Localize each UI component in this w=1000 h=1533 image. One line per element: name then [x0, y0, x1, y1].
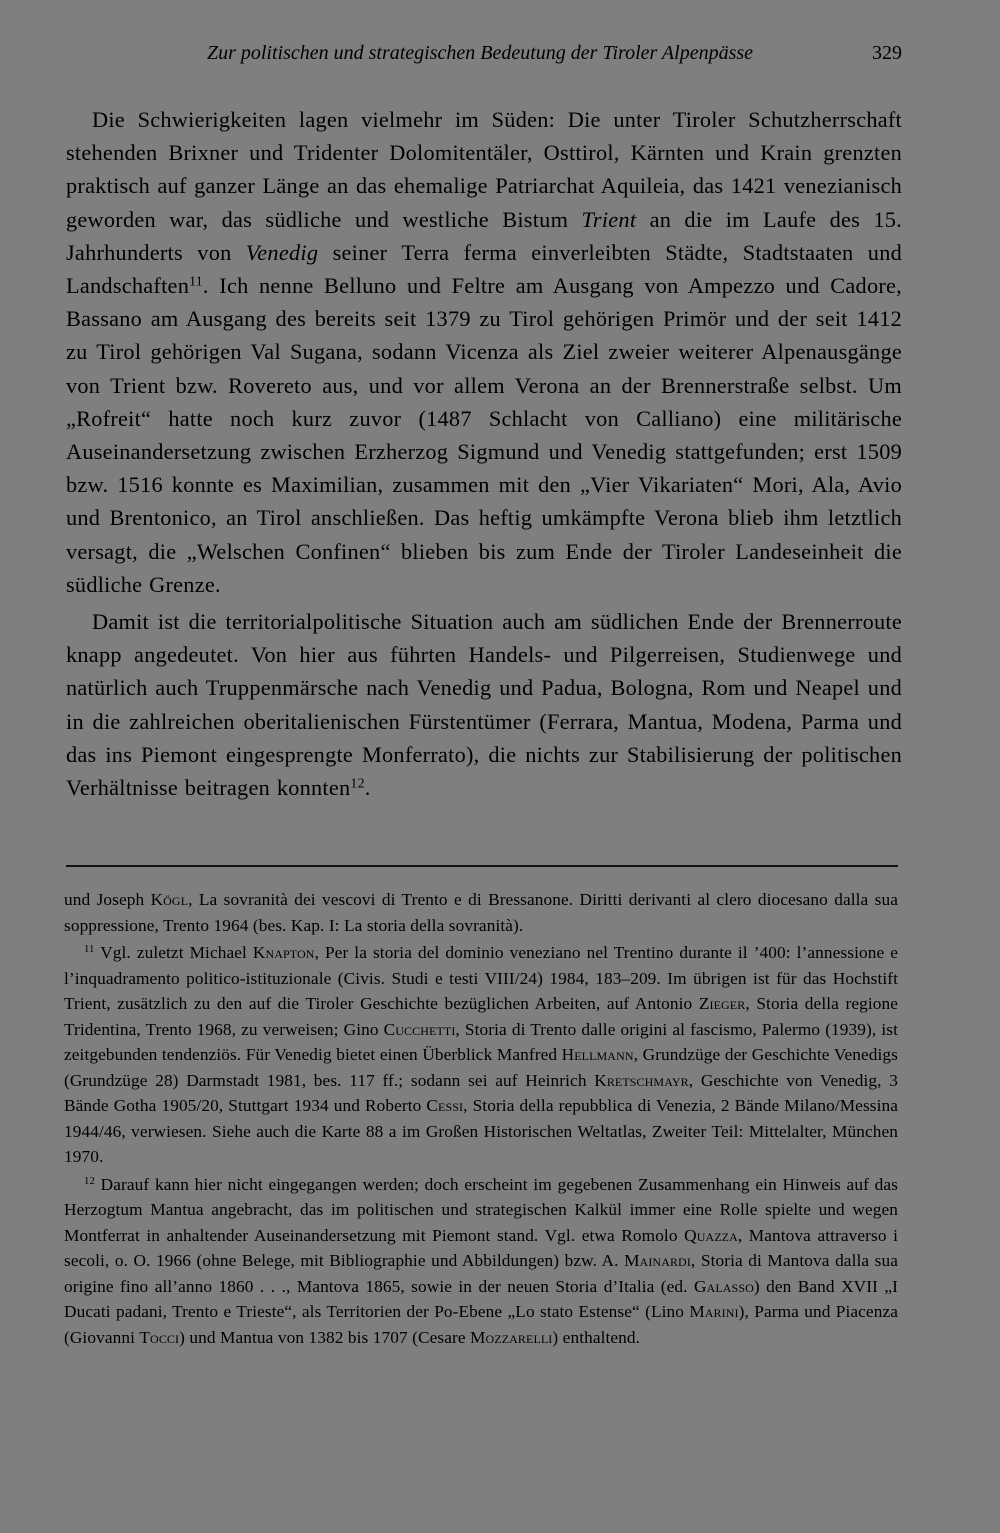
running-head-title: Zur politischen und strategischen Bedeutung der Tiroler Alpenpässe [206, 42, 754, 64]
author-name: Quazza [684, 1225, 738, 1245]
footnote-11-text-c: , Storia della regione Tridentina, Trento 1968, zu verweisen; Gino [64, 994, 898, 1039]
paragraph-1-text-e: seiner Terra ferma einverleibten Städte, Stadtstaaten und Landschaften [66, 239, 903, 299]
footnote-12-text-g: ) enthaltend. [552, 1327, 641, 1347]
page-number: 329 [872, 42, 902, 64]
footnote-continuation [64, 887, 898, 938]
footnote-12-text-a: Darauf kann hier nicht eingegangen werden; doch erscheint im gegebenen Zusammenhang ein Hinweis auf das Herzogtum Mantua angebracht, das im politischen und strategischen Kalkül immer eine Rolle spielte und wegen Montferrat in anhaltender Auseinandersetzung mit Piemont stand. Vgl. etwa Romolo [64, 1174, 898, 1245]
author-name: Zieger [698, 994, 746, 1013]
paragraph-1-italic-trient: Trient [581, 206, 637, 232]
footnote-12-text-b: , Mantova attraverso i secoli, o. O. 1966 (ohne Belege, mit Bibliographie und Abbildungen) bzw. A. [64, 1225, 899, 1270]
footnote-12-text-f: ) und Mantua von 1382 bis 1707 (Cesare [179, 1327, 471, 1347]
footnote-11-text-f: , Geschichte von Venedig, 3 Bände Gotha 1905/20, Stuttgart 1934 und Roberto [64, 1070, 898, 1115]
author-name: Kretschmayr [594, 1070, 689, 1090]
footnote-11-text-d: , Storia di Trento dalle origini al fascismo, Palermo (1939), ist zeitgebunden tendenziös. Für Venedig bietet einen Überblick Manfred [64, 1019, 898, 1064]
author-name: Marini [689, 1302, 739, 1321]
footnote-11-text-a: Vgl. zuletzt Michael [94, 943, 253, 962]
author-name: Hellmann [561, 1045, 634, 1064]
footnote-12-text-e: ), Parma und Piacenza (Giovanni [64, 1302, 898, 1347]
footnote-12-number: 12 [84, 1174, 95, 1187]
footnotes [64, 887, 898, 1350]
paragraph-1-text-a: Die Schwierigkeiten lagen vielmehr im Süden: Die unter Tiroler Schutzherrschaft stehenden Brixner und Tridenter Dolomitentäler, Osttirol, Kärnten und Krain grenzten praktisch auf ganzer Länge an das ehemalige Patriarchat Aquileia, das 1421 venezianisch geworden war, das südliche und westliche Bistum [66, 107, 902, 232]
footnote-11-text-g: , Storia della repubblica di Venezia, 2 Bände Milano/Messina 1944/46, verwiesen. Siehe auch die Karte 88 a im Großen Historischen Weltatlas, Zweiter Teil: Mittelalter, München 1970. [64, 1096, 899, 1166]
author-name: Kögl [150, 890, 189, 909]
author-name: Tocci [139, 1327, 180, 1347]
footnote-ref-11: 11 [189, 273, 203, 289]
footnote-divider [66, 865, 898, 867]
author-name: Cessi [426, 1096, 464, 1115]
footnote-cont-text-a: und Joseph [64, 890, 151, 909]
footnote-12-text-d: ) den Band XVII „I Ducati padani, Trento e Trieste“, als Territorien der Po-Ebene „Lo stato Estense“ (Lino [64, 1276, 898, 1321]
paragraph-2-text-b: . [364, 775, 371, 801]
footnote-12-text-c: , Storia di Mantova dalla sua origine fino all’anno 1860 . . ., Mantova 1865, sowie in der neuen Storia d’Italia (ed. [64, 1251, 899, 1296]
paragraph-2-text-a: Damit ist die territorialpolitische Situation auch am südlichen Ende der Brennerroute knapp angedeutet. Von hier aus führten Handels- und Pilgerreisen, Studienwege und natürlich auch Truppenmärsche nach Venedig und Padua, Bologna, Rom und Neapel und in die zahlreichen oberitalienischen Fürstentümer (Ferrara, Mantua, Modena, Parma und das ins Piemont eingesprengte Monferrato), die nichts zur Stabilisierung der politischen Verhältnisse beitragen konnten [66, 609, 902, 801]
author-name: Knapton [252, 943, 315, 962]
footnote-11-text-b: , Per la storia del dominio veneziano nel Trentino durante il ’400: l’annessione e l’inquadramento politico-istituzionale (Civis. Studi e testi VIII/24) 1984, 183–209. Im übrigen ist für das Hochstift Trient, zusätzlich zu den auf die Tiroler Geschichte bezüglichen Arbeiten, auf Antonio [64, 943, 899, 1013]
footnote-12 [64, 1172, 898, 1351]
paragraph-1-text-c: an die im Laufe des 15. Jahrhunderts von [66, 206, 902, 265]
paragraph-1-text-f: . Ich nenne Belluno und Feltre am Ausgang von Ampezzo und Cadore, Bassano am Ausgang des bereits seit 1379 zu Tirol gehörigen Primör und der seit 1412 zu Tirol gehörigen Val Sugana, sodann Vicenza als Ziel zweier weiterer Alpenausgänge von Trient bzw. Rovereto aus, und vor allem Verona an der Brennerstraße selbst. Um „Rofreit“ hatte noch kurz zuvor (1487 Schlacht von Calliano) eine militärische Auseinandersetzung zwischen Erzherzog Sigmund und Venedig stattgefunden; erst 1509 bzw. 1516 konnte es Maximilian, zusammen mit den „Vier Vikariaten“ Mori, Ala, Avio und Brentonico, an Tirol anschließen. Das heftig umkämpfte Verona blieb ihm letztlich versagt, die „Welschen Confinen“ blieben bis zum Ende der Tiroler Landeseinheit die südliche Grenze. [66, 273, 902, 597]
footnote-11-text-e: , Grundzüge der Geschichte Venedigs (Grundzüge 28) Darmstadt 1981, bes. 117 ff.; sodann sei auf Heinrich [64, 1045, 898, 1090]
footnote-ref-12: 12 [350, 775, 365, 791]
author-name: Galasso [694, 1276, 754, 1296]
author-name: Mozzarelli [470, 1327, 553, 1347]
author-name: Mainardi [624, 1251, 691, 1270]
footnote-11 [64, 940, 898, 1170]
footnote-11-number: 11 [84, 943, 95, 956]
paragraph-1 [66, 103, 902, 601]
main-text [66, 103, 902, 804]
paragraph-2 [66, 605, 902, 804]
paragraph-1-italic-venedig: Venedig [245, 239, 319, 265]
author-name: Cucchetti [383, 1019, 456, 1039]
footnote-cont-text-b: , La sovranità dei vescovi di Trento e di Bressanone. Diritti derivanti al clero diocesano dalla sua soppressione, Trento 1964 (bes. Kap. I: La storia della sovranità). [64, 890, 898, 935]
